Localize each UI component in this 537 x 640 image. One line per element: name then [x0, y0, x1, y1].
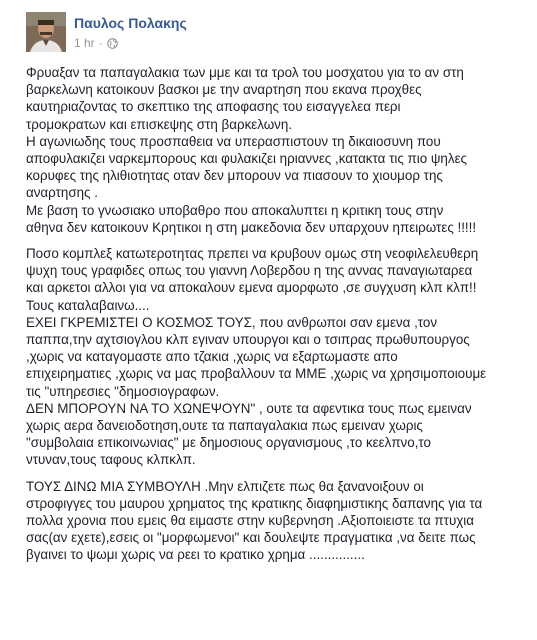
post-line: Τους καταλαβαινω.... — [26, 297, 150, 313]
post-line: ,χωρις να καταγομαστε απο τζακια ,χωρις να εξαρτωμαστε απο — [26, 349, 398, 365]
post-line: βγαινει το ψωμι χωρις να ρεει το κρατικο χρημα ............... — [26, 547, 365, 563]
post-line: ντυναν,τους ταφους κλπκλπ. — [26, 452, 196, 468]
post-line: Η αγωνιωδης τους προσπαθεια να υπερασπιστουν τη δικαιοσυνη που — [26, 133, 441, 149]
post-line: και αρκετοι αλλοι για να αποκαλουν εμενα αμορφωτο ,σε συγχυση κλπ κλπ!! — [26, 280, 477, 296]
post-line: παππα,την αχτσιογλου κλπ εγιναν υπουργοι και ο τσιπρας πρωθυπουργος — [26, 332, 470, 348]
post-header — [26, 12, 526, 56]
post-line: Ποσο κομπλεξ κατωτεροτητας πρεπει να κρυβουν ομως στη νεοφιλελευθερη — [26, 246, 479, 262]
post-line: σας(αν εχετε),εσεις οι "μορφωμενοι" και δουλεψτε πραγματικα ,να δειτε πως — [26, 530, 476, 546]
post-line: αθηνα δεν κατοικουν Κρητικοι η στη μακεδονια δεν υπαρχουν ηπειρωτες !!!!! — [26, 219, 477, 235]
post-line: αναρτησης . — [26, 185, 98, 201]
post-line: επιχειρηματιες ,χωρις να μας προβαλλουν τα ΜΜΕ ,χωρις να χρησιμοποιουμε — [26, 366, 487, 382]
author-name[interactable]: Παυλος Πολακης — [74, 15, 187, 31]
avatar-photo — [26, 12, 66, 52]
post-line: τρομοκρατων και επισκεψης στη βαρκελωνη. — [26, 116, 293, 132]
post-line: ψυχη τους γραφιδες οπως του γιαννη Λοβερδου η της αννας παναγιωταρεα — [26, 263, 473, 279]
post-line: ΤΟΥΣ ΔΙΝΩ ΜΙΑ ΣΥΜΒΟΥΛΗ .Μην ελπιζετε πως θα ξανανοιξουν οι — [26, 478, 424, 494]
post-line: πολλα χρονια που εμεις θα ειμαστε στην κυβερνηση .Αξιοποιειστε τα πτυχια — [26, 513, 475, 529]
meta-separator: · — [98, 36, 103, 50]
post-line: "συμβολαια επικοινωνιας" με δημοσιους οργανισμους ,το κεελπνο,το — [26, 435, 431, 451]
post-body — [26, 64, 526, 573]
post-paragraph — [26, 478, 526, 564]
post-line: Με βαση το γνωσιακο υποβαθρο που αποκαλυπτει η κριτικη τους στην — [26, 202, 444, 218]
globe-icon[interactable] — [107, 38, 118, 49]
post-line: χωρις αερα δανειοδοτηση,ουτε τα παπαγαλακια πως εμειναν χωρις — [26, 418, 423, 434]
post-line: καυτηριαζοντας το σκεπτικο της αποφασης του εισαγγελεα περι — [26, 99, 401, 115]
post-line: ΔΕΝ ΜΠΟΡΟΥΝ ΝΑ ΤΟ ΧΩΝΕΨΟΥΝ" , ουτε τα αφεντικα τους πως εμειναν — [26, 400, 472, 416]
post-meta — [74, 36, 118, 50]
post-line: τις "υπηρεσιες "δημοσιογραφων. — [26, 383, 220, 399]
avatar[interactable] — [26, 12, 66, 52]
post-line: στροφιγγες του μαυρου χρηματος της κρατικης διαφημιστικης δαπανης για τα — [26, 495, 483, 511]
post-line: ΕΧΕΙ ΓΚΡΕΜΙΣΤΕΙ Ο ΚΟΣΜΟΣ ΤΟΥΣ, που ανθρωποι σαν εμενα ,τον — [26, 314, 438, 330]
post-line: βαρκελωνη κατοικουν βασκοι με την αναρτηση που εκανα προχθες — [26, 82, 422, 98]
post-line: Φρυαξαν τα παπαγαλακια των μμε και τα τρολ του μοσχατου για το αν στη — [26, 65, 464, 80]
post-paragraph — [26, 245, 526, 469]
post-line: αποφυλακιζει ναρκεμπορους και φυλακιζει ηριαννες ,κατακτα τις πιο ψηλες — [26, 151, 467, 167]
post-paragraph — [26, 64, 526, 236]
post-line: κορυφες της ηλιθιοτητας οταν δεν μπορουν να πιασουν το χιουμορ της — [26, 168, 443, 184]
post-timestamp[interactable]: 1 hr — [74, 36, 95, 50]
